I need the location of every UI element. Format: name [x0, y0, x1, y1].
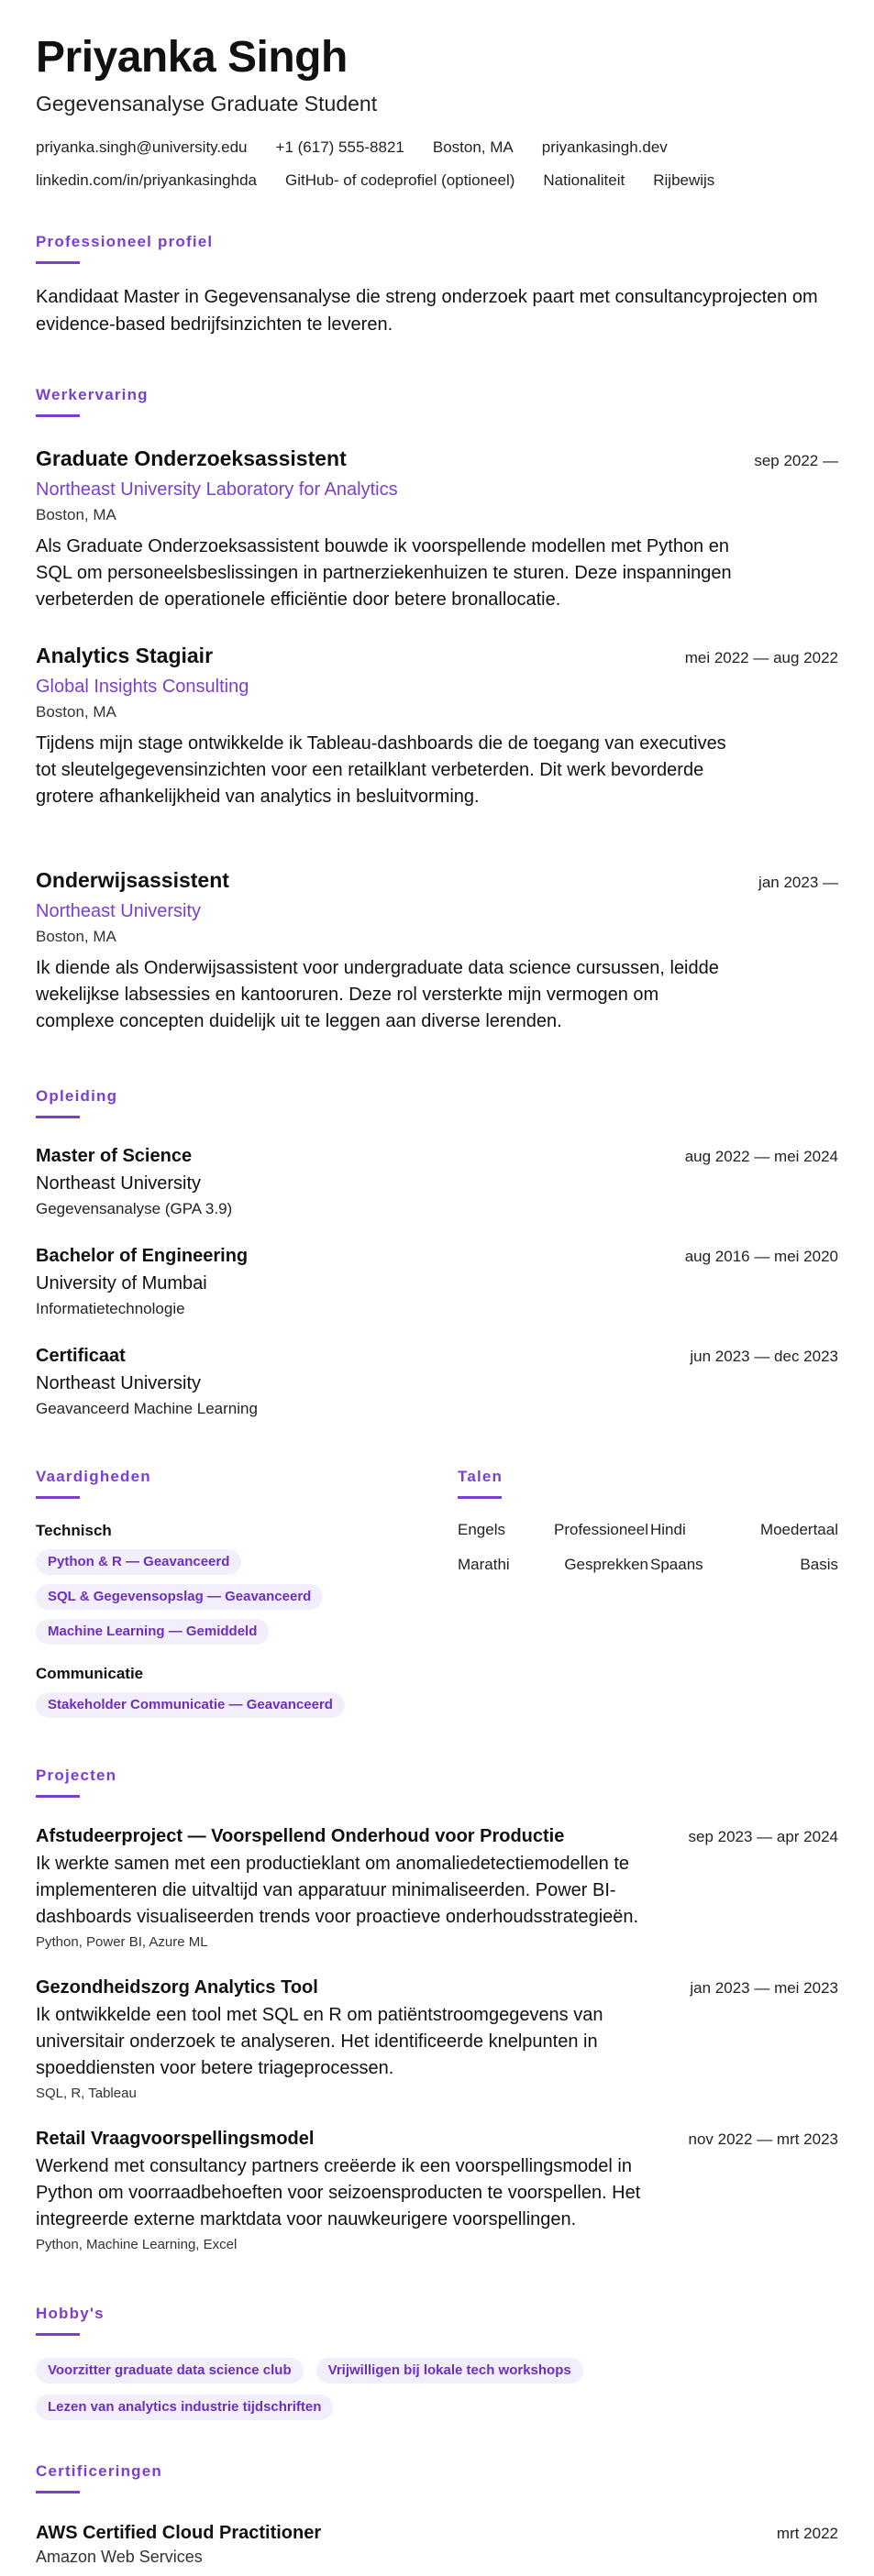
- certification-issuer: Amazon Web Services: [36, 2548, 203, 2566]
- language-name: Engels: [458, 1521, 505, 1538]
- section-title: Opleiding: [36, 1087, 118, 1105]
- job-description: Als Graduate Onderzoeksassistent bouwde ik voorspellende modellen met Python en SQL om personeelsbeslissingen in partnerziekenhuizen te sturen. Deze inspanningen verbeterden de operationele efficiëntie door betere bronallocatie.: [36, 536, 732, 610]
- skill-tag-list: [36, 1549, 458, 1645]
- certification-date: mrt 2022: [776, 2525, 838, 2542]
- language-level: Gesprekken: [564, 1556, 648, 1573]
- hobby-tag: Lezen van analytics industrie tijdschriften: [36, 2394, 333, 2420]
- job-title: Analytics Stagiair: [36, 644, 214, 667]
- contact-email[interactable]: priyanka.singh@university.edu: [36, 138, 248, 156]
- contact-phone[interactable]: +1 (617) 555-8821: [275, 138, 404, 156]
- job-organization: Northeast University Laboratory for Analytics: [36, 479, 398, 500]
- job-date: jan 2023 —: [758, 874, 838, 891]
- languages-section: [458, 1466, 838, 1718]
- degree-title: Certificaat: [36, 1346, 126, 1366]
- education-date: jun 2023 — dec 2023: [690, 1348, 838, 1365]
- certification-entry: [36, 2520, 838, 2568]
- contact-location: Boston, MA: [432, 138, 514, 156]
- project-title: Retail Vraagvoorspellingsmodel: [36, 2129, 315, 2149]
- job-title: Graduate Onderzoeksassistent: [36, 446, 347, 470]
- section-title: Projecten: [36, 1767, 117, 1784]
- hobby-tag: Vrijwilligen bij lokale tech workshops: [316, 2358, 583, 2383]
- hobby-tag: Voorzitter graduate data science club: [36, 2358, 304, 2383]
- project-description: Ik werkte samen met een productieklant om anomaliedetectiemodellen te implementeren die uitvaltijd van apparatuur minimaliseerden. Power BI-dashboards visualiseerden trends voor proactieve onderhoudsstrategieën.: [36, 1854, 639, 1927]
- language-name: Spaans: [650, 1556, 703, 1573]
- study-field: Informatietechnologie: [36, 1300, 185, 1317]
- profile-text: Kandidaat Master in Gegevensanalyse die streng onderzoek paart met consultancyprojecten om evidence-based bedrijfsinzichten te leveren.: [36, 287, 818, 335]
- project-date: sep 2023 — apr 2024: [688, 1828, 838, 1845]
- section-divider: [458, 1496, 502, 1499]
- project-entry: [36, 2126, 838, 2255]
- section-divider: [36, 1795, 80, 1798]
- experience-entry: [36, 445, 838, 613]
- project-description: Werkend met consultancy partners creëerde ik een voorspellingsmodel in Python om voorraadbehoeften voor seizoensproducten te voorspellen. Het integreerde externe marktdata voor nauwkeurigere voorspellingen.: [36, 2156, 641, 2229]
- skills-languages-row: [36, 1466, 838, 1718]
- section-divider: [36, 1116, 80, 1118]
- contact-linkedin[interactable]: linkedin.com/in/priyankasinghda: [36, 171, 257, 189]
- job-organization: Northeast University: [36, 901, 202, 921]
- job-description: Ik diende als Onderwijsassistent voor undergraduate data science cursussen, leidde wekelijkse labsessies en kantooruren. Deze rol versterkte mijn vermogen om complexe concepten duidelijk uit te leggen aan diverse lerenden.: [36, 958, 719, 1031]
- skill-tag: Python & R — Geavanceerd: [36, 1549, 241, 1575]
- section-title: Hobby's: [36, 2305, 105, 2322]
- job-location: Boston, MA: [36, 703, 116, 721]
- job-date: sep 2022 —: [754, 452, 838, 469]
- language-name: Marathi: [458, 1556, 510, 1573]
- school-name: University of Mumbai: [36, 1273, 207, 1294]
- section-divider: [36, 261, 80, 264]
- skills-section: [36, 1466, 458, 1718]
- project-date: nov 2022 — mrt 2023: [688, 2130, 838, 2148]
- experience-entry: [36, 642, 838, 810]
- degree-title: Master of Science: [36, 1146, 193, 1166]
- certification-name: AWS Certified Cloud Practitioner: [36, 2523, 322, 2543]
- contact-github[interactable]: GitHub- of codeprofiel (optioneel): [284, 171, 515, 189]
- project-tech: SQL, R, Tableau: [36, 2086, 137, 2101]
- education-section: [36, 1085, 838, 1118]
- contact-list: [36, 136, 838, 193]
- project-entry: [36, 1975, 838, 2104]
- experience-section: [36, 384, 838, 417]
- study-field: Geavanceerd Machine Learning: [36, 1400, 258, 1417]
- candidate-role: Gegevensanalyse Graduate Student: [36, 92, 378, 116]
- language-level: Basis: [800, 1556, 838, 1573]
- hobbies-section: [36, 2303, 838, 2420]
- experience-entry: [36, 866, 838, 1035]
- section-divider: [36, 414, 80, 417]
- hobby-tag-list: [36, 2358, 678, 2420]
- profile-section: [36, 231, 838, 338]
- education-entry: [36, 1243, 838, 1320]
- contact-nationality: Nationaliteit: [543, 171, 625, 189]
- skill-group-title: Technisch: [36, 1522, 112, 1539]
- section-divider: [36, 1496, 80, 1499]
- certifications-section: [36, 2460, 838, 2493]
- section-divider: [36, 2333, 80, 2336]
- section-title: Vaardigheden: [36, 1468, 151, 1485]
- contact-website[interactable]: priyankasingh.dev: [541, 138, 668, 156]
- language-list: [458, 1519, 838, 1576]
- study-field: Gegevensanalyse (GPA 3.9): [36, 1200, 233, 1217]
- project-tech: Python, Power BI, Azure ML: [36, 1934, 208, 1950]
- job-location: Boston, MA: [36, 928, 116, 945]
- school-name: Northeast University: [36, 1173, 202, 1194]
- section-title: Talen: [458, 1468, 503, 1485]
- language-level: Professioneel: [553, 1521, 648, 1538]
- project-title: Afstudeerproject — Voorspellend Onderhoud voor Productie: [36, 1826, 565, 1846]
- language-name: Hindi: [650, 1521, 686, 1538]
- section-title: Professioneel profiel: [36, 233, 214, 250]
- project-title: Gezondheidszorg Analytics Tool: [36, 1977, 318, 1998]
- project-description: Ik ontwikkelde een tool met SQL en R om patiëntstroomgegevens van universitair onderzoek te analyseren. Het identificeerde knelpunten in spoeddiensten voor betere triageprocessen.: [36, 2005, 603, 2078]
- section-divider: [36, 2491, 80, 2493]
- education-entry: [36, 1143, 838, 1220]
- job-location: Boston, MA: [36, 506, 116, 523]
- contact-license: Rijbewijs: [653, 171, 715, 189]
- education-entry: [36, 1343, 838, 1420]
- skill-tag: Stakeholder Communicatie — Geavanceerd: [36, 1692, 345, 1718]
- projects-section: [36, 1765, 838, 1798]
- skill-tag-list: [36, 1692, 458, 1718]
- school-name: Northeast University: [36, 1373, 202, 1393]
- skill-group-title: Communicatie: [36, 1665, 144, 1682]
- education-date: aug 2016 — mei 2020: [684, 1248, 838, 1265]
- job-organization: Global Insights Consulting: [36, 677, 249, 697]
- candidate-name: Priyanka Singh: [36, 33, 348, 82]
- project-tech: Python, Machine Learning, Excel: [36, 2237, 238, 2252]
- language-level: Moedertaal: [759, 1521, 838, 1538]
- skill-tag: Machine Learning — Gemiddeld: [36, 1619, 269, 1645]
- education-date: aug 2022 — mei 2024: [684, 1148, 838, 1165]
- job-title: Onderwijsassistent: [36, 868, 229, 892]
- section-title: Werkervaring: [36, 386, 149, 403]
- degree-title: Bachelor of Engineering: [36, 1246, 249, 1266]
- job-description: Tijdens mijn stage ontwikkelde ik Tableau-dashboards die de toegang van executives tot sleutelgegevensinzichten voor een retailklant verbeterden. Dit werk bevorderde grotere afhankelijkheid van analytics in besluitvorming.: [36, 733, 726, 807]
- section-title: Certificeringen: [36, 2462, 162, 2480]
- job-date: mei 2022 — aug 2022: [684, 649, 838, 666]
- skill-tag: SQL & Gegevensopslag — Geavanceerd: [36, 1584, 323, 1610]
- project-date: jan 2023 — mei 2023: [690, 1979, 838, 1997]
- project-entry: [36, 1823, 838, 1953]
- resume-header: [36, 0, 838, 193]
